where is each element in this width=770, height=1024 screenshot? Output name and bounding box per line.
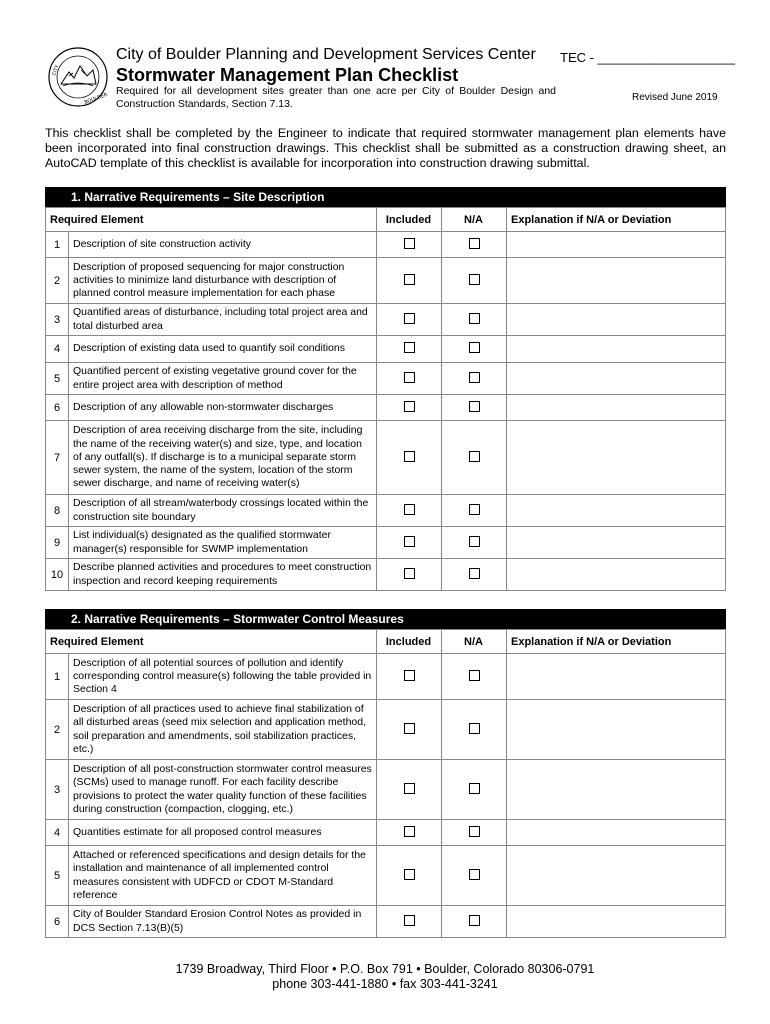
included-checkbox[interactable] — [404, 915, 415, 926]
explanation-field[interactable] — [507, 846, 726, 906]
included-checkbox[interactable] — [404, 401, 415, 412]
explanation-field[interactable] — [507, 906, 726, 938]
row-number: 2 — [46, 258, 69, 304]
explanation-field[interactable] — [507, 363, 726, 395]
explanation-field[interactable] — [507, 654, 726, 700]
svg-text:BOULDER: BOULDER — [83, 91, 109, 106]
phone-line: phone 303-441-1880 • fax 303-441-3241 — [272, 977, 498, 991]
na-checkbox[interactable] — [469, 915, 480, 926]
row-description: City of Boulder Standard Erosion Control Notes as provided in DCS Section 7.13(B)(5) — [69, 906, 377, 938]
explanation-field[interactable] — [507, 527, 726, 559]
table-row — [46, 760, 726, 820]
included-checkbox[interactable] — [404, 372, 415, 383]
section-site-description — [45, 187, 726, 591]
column-header-included: Included — [377, 208, 442, 232]
row-description: Quantified areas of disturbance, including total project area and total disturbed area — [69, 304, 377, 336]
included-checkbox[interactable] — [404, 670, 415, 681]
row-number: 5 — [46, 846, 69, 906]
included-checkbox[interactable] — [404, 826, 415, 837]
table-row — [46, 336, 726, 363]
na-checkbox[interactable] — [469, 451, 480, 462]
included-checkbox[interactable] — [404, 238, 415, 249]
explanation-field[interactable] — [507, 304, 726, 336]
row-description: Description of proposed sequencing for major construction activities to minimize land disturbance with description of planned control measure implementation for each phase — [69, 258, 377, 304]
document-title: Stormwater Management Plan Checklist — [116, 65, 459, 85]
na-checkbox[interactable] — [469, 723, 480, 734]
section-title: 2. Narrative Requirements – Stormwater Control Measures — [45, 609, 726, 629]
row-description: Attached or referenced specifications and design details for the installation and maintenance of all implemented control measures consistent with UDFCD or CDOT M-Standard reference — [69, 846, 377, 906]
included-checkbox[interactable] — [404, 536, 415, 547]
row-number: 3 — [46, 760, 69, 820]
row-description: Description of any allowable non-stormwater discharges — [69, 395, 377, 421]
table-row — [46, 700, 726, 760]
row-number: 3 — [46, 304, 69, 336]
row-description: Description of area receiving discharge from the site, including the name of the receiving water(s) and size, type, and location of any outfall(s). If discharge is to a municipal separate storm sewer system, the name of the system, location of the storm sewer discharge, and name of receiving water(s) — [69, 421, 377, 495]
table-row — [46, 304, 726, 336]
included-checkbox[interactable] — [404, 504, 415, 515]
column-header-element: Required Element — [46, 208, 377, 232]
explanation-field[interactable] — [507, 232, 726, 258]
row-description: Description of existing data used to quantify soil conditions — [69, 336, 377, 363]
row-number: 10 — [46, 559, 69, 591]
explanation-field[interactable] — [507, 258, 726, 304]
explanation-field[interactable] — [507, 700, 726, 760]
included-checkbox[interactable] — [404, 783, 415, 794]
na-checkbox[interactable] — [469, 783, 480, 794]
included-checkbox[interactable] — [404, 568, 415, 579]
table-row — [46, 527, 726, 559]
row-number: 1 — [46, 654, 69, 700]
row-description: Description of all stream/waterbody crossings located within the construction site boundary — [69, 495, 377, 527]
table-row — [46, 846, 726, 906]
table-row — [46, 395, 726, 421]
organization-name: City of Boulder Planning and Development Services Center — [116, 46, 536, 63]
na-checkbox[interactable] — [469, 536, 480, 547]
na-checkbox[interactable] — [469, 372, 480, 383]
table-row — [46, 495, 726, 527]
explanation-field[interactable] — [507, 336, 726, 363]
svg-text:CITY: CITY — [51, 64, 61, 77]
revision-date: Revised June 2019 — [632, 92, 718, 103]
na-checkbox[interactable] — [469, 342, 480, 353]
row-description: Description of site construction activity — [69, 232, 377, 258]
column-header-explanation: Explanation if N/A or Deviation — [507, 208, 726, 232]
row-number: 6 — [46, 395, 69, 421]
table-row — [46, 906, 726, 938]
explanation-field[interactable] — [507, 559, 726, 591]
explanation-field[interactable] — [507, 421, 726, 495]
row-number: 9 — [46, 527, 69, 559]
explanation-field[interactable] — [507, 760, 726, 820]
row-description: Description of all potential sources of pollution and identify corresponding control measure(s) following the table provided in Section 4 — [69, 654, 377, 700]
table-row — [46, 820, 726, 846]
document-subtitle: Required for all development sites greater than one acre per City of Boulder Design and Construction Standards, Section 7.13. — [116, 85, 556, 110]
table-row — [46, 363, 726, 395]
city-seal-logo — [47, 46, 109, 108]
column-header-explanation: Explanation if N/A or Deviation — [507, 630, 726, 654]
row-description: Quantified percent of existing vegetative ground cover for the entire project area with description of method — [69, 363, 377, 395]
explanation-field[interactable] — [507, 820, 726, 846]
table-row — [46, 654, 726, 700]
na-checkbox[interactable] — [469, 869, 480, 880]
row-number: 4 — [46, 820, 69, 846]
column-header-included: Included — [377, 630, 442, 654]
table-row — [46, 258, 726, 304]
column-header-na: N/A — [442, 630, 507, 654]
na-checkbox[interactable] — [469, 401, 480, 412]
column-header-na: N/A — [442, 208, 507, 232]
table-row — [46, 232, 726, 258]
row-description: Quantities estimate for all proposed control measures — [69, 820, 377, 846]
na-checkbox[interactable] — [469, 274, 480, 285]
row-number: 7 — [46, 421, 69, 495]
row-number: 2 — [46, 700, 69, 760]
column-header-element: Required Element — [46, 630, 377, 654]
na-checkbox[interactable] — [469, 238, 480, 249]
contact-footer — [0, 962, 770, 992]
address-line: 1739 Broadway, Third Floor • P.O. Box 791 • Boulder, Colorado 80306-0791 — [175, 962, 595, 976]
table-row — [46, 559, 726, 591]
row-description: Describe planned activities and procedures to meet construction inspection and record keeping requirements — [69, 559, 377, 591]
included-checkbox[interactable] — [404, 313, 415, 324]
na-checkbox[interactable] — [469, 313, 480, 324]
included-checkbox[interactable] — [404, 451, 415, 462]
na-checkbox[interactable] — [469, 826, 480, 837]
included-checkbox[interactable] — [404, 274, 415, 285]
tec-number-field[interactable]: TEC - ___________________ — [560, 50, 735, 65]
included-checkbox[interactable] — [404, 723, 415, 734]
explanation-field[interactable] — [507, 495, 726, 527]
row-number: 4 — [46, 336, 69, 363]
na-checkbox[interactable] — [469, 568, 480, 579]
table-row — [46, 421, 726, 495]
row-number: 6 — [46, 906, 69, 938]
section-title: 1. Narrative Requirements – Site Description — [45, 187, 726, 207]
included-checkbox[interactable] — [404, 869, 415, 880]
included-checkbox[interactable] — [404, 342, 415, 353]
row-description: Description of all post-construction stormwater control measures (SCMs) used to manage runoff. For each facility describe provisions to protect the water quality function of these facilities during construction (compaction, clogging, etc.) — [69, 760, 377, 820]
row-description: Description of all practices used to achieve final stabilization of all disturbed areas (seed mix selection and application method, soil preparation and amendments, soil stabilization practices, etc.) — [69, 700, 377, 760]
explanation-field[interactable] — [507, 395, 726, 421]
row-number: 1 — [46, 232, 69, 258]
checklist-table — [45, 629, 726, 938]
na-checkbox[interactable] — [469, 670, 480, 681]
checklist-table — [45, 207, 726, 591]
row-number: 8 — [46, 495, 69, 527]
section-control-measures — [45, 609, 726, 938]
row-number: 5 — [46, 363, 69, 395]
na-checkbox[interactable] — [469, 504, 480, 515]
row-description: List individual(s) designated as the qualified stormwater manager(s) responsible for SWMP implementation — [69, 527, 377, 559]
intro-paragraph: This checklist shall be completed by the Engineer to indicate that required stormwater management plan elements have been incorporated into final construction drawings. This checklist shall be submitted as a construction drawing sheet, an AutoCAD template of this checklist is available for incorporation into construction drawing submittal. — [45, 126, 726, 170]
